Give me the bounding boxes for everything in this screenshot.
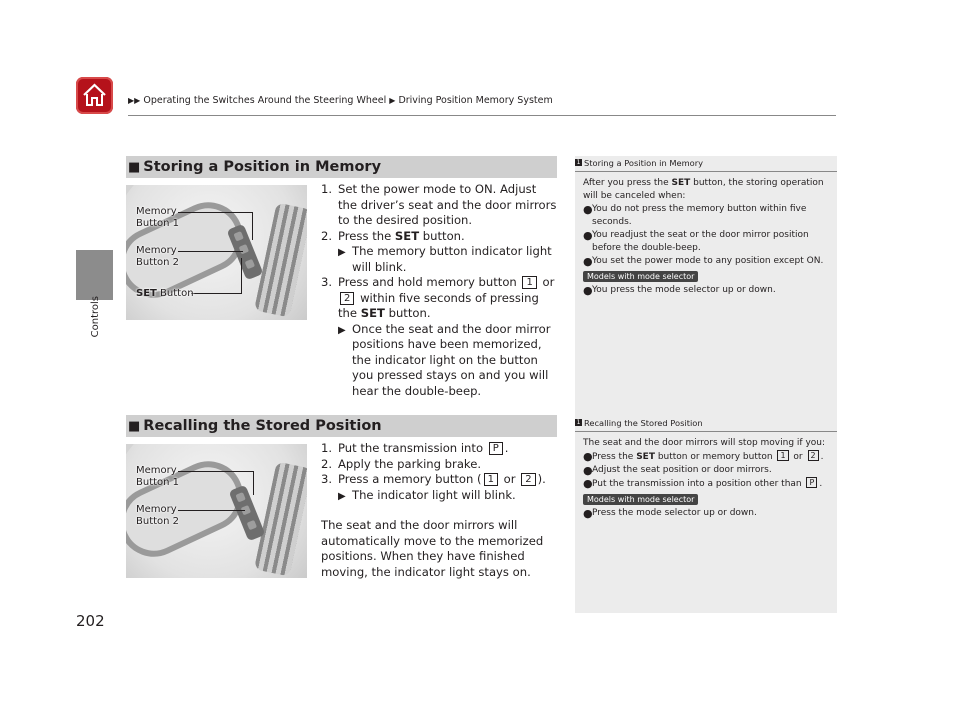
model-badge: Models with mode selector — [583, 494, 698, 505]
note-storing — [575, 157, 837, 297]
square-bullet-icon: ■ — [128, 419, 141, 434]
note-title[interactable]: 1 Storing a Position in Memory — [576, 158, 704, 168]
callout-memory-button-2: Memory Button 2 — [136, 504, 180, 527]
step-2: 2. Press the SET button. — [321, 228, 465, 243]
step-1: 1. Put the transmission into P . — [321, 441, 509, 455]
memory-key-2: 2 — [340, 292, 354, 305]
chapter-label: Controls — [90, 296, 101, 338]
callout-leader — [178, 212, 253, 240]
note-bullet: ● You set the power mode to any position except ON. — [583, 255, 824, 268]
step-3-result: ▶ Once the seat and the door mirror positions have been memorized, the indicator light on the button you pressed stays on and you will hear the double-beep. — [338, 321, 551, 398]
header-rule — [128, 115, 836, 116]
storing-steps — [321, 182, 557, 399]
breadcrumb — [128, 95, 553, 106]
note-marker-icon: 1 — [576, 419, 581, 426]
callout-leader — [178, 510, 245, 511]
callout-leader — [191, 258, 242, 294]
callout-memory-button-1: Memory Button 1 — [136, 206, 180, 229]
memory-key-2: 2 — [521, 473, 535, 486]
note-bullet: ● You readjust the seat or the door mirror position before the double-beep. — [583, 229, 809, 253]
step-3: 3. Press a memory button ( 1 or 2 ). — [321, 472, 546, 486]
step-1: 1. Set the power mode to ON. Adjust the driver’s seat and the door mirrors to the desired position. — [321, 182, 557, 227]
sub-arrow-icon: ▶ — [338, 490, 346, 502]
note-bullet: ● You press the mode selector up or down. — [583, 284, 776, 297]
note-intro: After you press the SET button, the storing operation will be canceled when: — [583, 178, 824, 201]
note-marker-icon: 1 — [576, 159, 581, 166]
park-key: P — [489, 442, 503, 455]
memory-key-1: 1 — [484, 473, 498, 486]
callout-memory-button-1: Memory Button 1 — [136, 465, 180, 488]
memory-key-1: 1 — [522, 276, 536, 289]
home-button[interactable] — [76, 77, 113, 114]
step-2-result: ▶ The memory button indicator light will blink. — [338, 244, 552, 274]
section-title: Storing a Position in Memory — [143, 159, 382, 175]
square-bullet-icon: ■ — [128, 160, 141, 175]
model-badge: Models with mode selector — [583, 271, 698, 282]
section-title: Recalling the Stored Position — [143, 418, 382, 434]
callout-memory-button-2: Memory Button 2 — [136, 245, 180, 268]
breadcrumb-arrow-icon: ▶▶ — [128, 96, 141, 105]
breadcrumb-arrow-icon: ▶ — [389, 96, 396, 105]
sub-arrow-icon: ▶ — [338, 324, 346, 336]
breadcrumb-link-switches[interactable]: Operating the Switches Around the Steering Wheel — [143, 95, 387, 106]
section-heading-recalling — [126, 415, 557, 437]
page-number: 202 — [76, 612, 105, 630]
sub-arrow-icon: ▶ — [338, 247, 346, 258]
note-bullet: ● Put the transmission into a position other than P . — [583, 477, 823, 490]
recalling-steps — [321, 441, 557, 503]
chapter-tab[interactable] — [76, 250, 113, 300]
callout-leader — [178, 251, 243, 252]
step-3-result: ▶ The indicator light will blink. — [321, 488, 557, 504]
breadcrumb-current: Driving Position Memory System — [398, 95, 553, 106]
recall-paragraph: The seat and the door mirrors will automatically move to the memorized positions. When they have finished moving, the indicator light stays on. — [321, 518, 544, 579]
note-intro: The seat and the door mirrors will stop moving if you: — [583, 438, 826, 448]
note-bullet: ● Press the mode selector up or down. — [583, 507, 757, 520]
note-recalling — [575, 417, 837, 520]
note-bullet: ● Press the SET button or memory button 1 or 2 . — [583, 450, 824, 463]
step-3: 3. Press and hold memory button 1 or 2 within five seconds of pressing the SET button. — [321, 275, 555, 320]
section-heading-storing — [126, 156, 557, 178]
note-bullet: ● You do not press the memory button within five seconds. — [583, 203, 807, 227]
callout-set-button: SET Button — [136, 288, 194, 299]
callout-leader — [178, 471, 254, 495]
home-icon — [81, 82, 108, 109]
step-2: 2. Apply the parking brake. — [321, 456, 482, 471]
note-title[interactable]: 1 Recalling the Stored Position — [576, 418, 703, 428]
note-bullet: ● Adjust the seat position or door mirrors. — [583, 464, 772, 477]
